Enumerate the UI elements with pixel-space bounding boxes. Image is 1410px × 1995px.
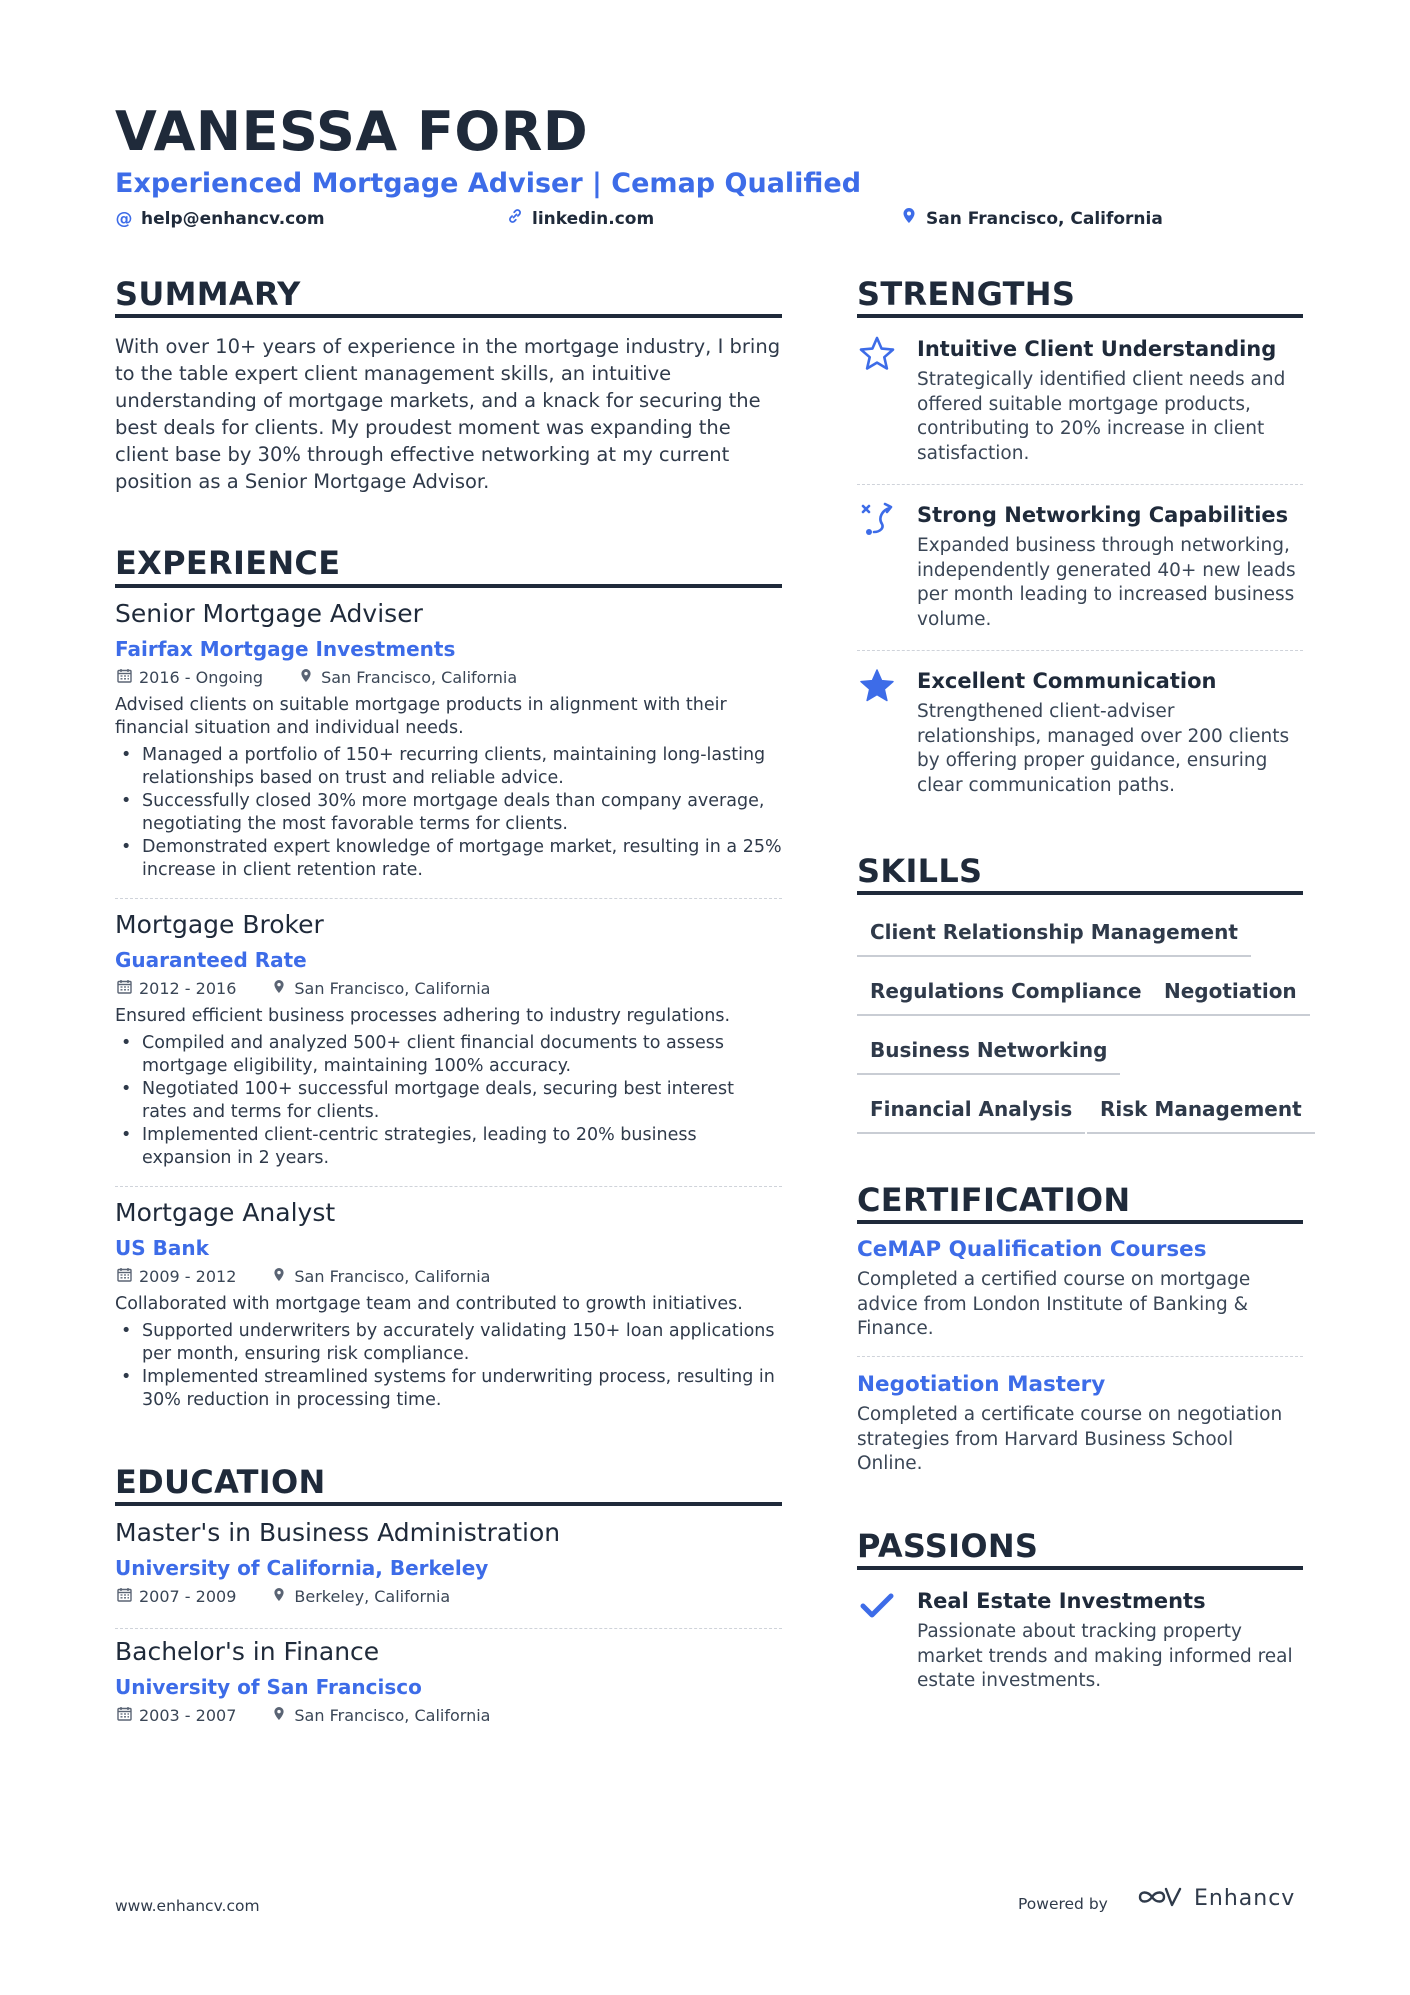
strength-title: Intuitive Client Understanding — [917, 337, 1277, 361]
strength-title: Strong Networking Capabilities — [917, 503, 1289, 527]
certification-divider — [857, 1220, 1303, 1224]
job-bullet: • Implemented streamlined systems for underwriting process, resulting in 30% reduction in processing time. — [115, 1366, 782, 1412]
skill-tag: Client Relationship Management — [857, 918, 1251, 957]
job-bullet: • Successfully closed 30% more mortgage deals than company average, negotiating the most favorable terms for clients. — [115, 790, 782, 836]
passion-item — [857, 1586, 1303, 1694]
experience-entry — [115, 1197, 782, 1412]
summary-heading: SUMMARY — [115, 275, 301, 313]
strengths-divider — [857, 314, 1303, 318]
powered-by-label: Powered by — [1018, 1895, 1108, 1913]
strength-divider — [857, 484, 1303, 485]
job-bullet: • Compiled and analyzed 500+ client financial documents to assess mortgage eligibility, maintaining 100% accuracy. — [115, 1032, 782, 1078]
skill-tag: Business Networking — [857, 1036, 1120, 1075]
linkedin-text: linkedin.com — [532, 209, 655, 229]
certification-item — [857, 1235, 1303, 1342]
strengths-heading: STRENGTHS — [857, 275, 1076, 313]
job-description: Advised clients on suitable mortgage products in alignment with their financial situation and individual needs. — [115, 695, 727, 738]
school-name[interactable]: University of California, Berkeley — [115, 1556, 489, 1580]
job-dates: 2009 - 2012 — [139, 1267, 237, 1286]
job-bullet: • Supported underwriters by accurately validating 150+ loan applications per month, ensuring risk compliance. — [115, 1320, 782, 1366]
entry-divider — [115, 898, 782, 899]
email-text: help@enhancv.com — [141, 209, 325, 229]
education-divider — [115, 1502, 782, 1506]
location-text: San Francisco, California — [926, 209, 1163, 229]
contact-linkedin[interactable] — [506, 207, 654, 231]
experience-entry — [115, 909, 782, 1170]
entry-divider — [115, 1186, 782, 1187]
job-bullet: • Managed a portfolio of 150+ recurring clients, maintaining long-lasting relationships based on trust and reliable advice. — [115, 744, 782, 790]
job-meta — [115, 1265, 782, 1289]
skill-tag: Risk Management — [1087, 1095, 1315, 1134]
education-location: San Francisco, California — [294, 1706, 491, 1725]
enhancv-logo-icon — [1136, 1884, 1184, 1914]
strength-divider — [857, 650, 1303, 651]
certification-description: Completed a certified course on mortgage advice from London Institute of Banking & Finance. — [857, 1269, 1251, 1339]
certification-item — [857, 1370, 1303, 1477]
job-bullets — [115, 744, 782, 882]
certification-heading: CERTIFICATION — [857, 1181, 1131, 1219]
at-sign-icon: @ — [115, 209, 133, 229]
job-location: San Francisco, California — [294, 979, 491, 998]
passion-description: Passionate about tracking property market trends and making informed real estate investments. — [917, 1621, 1293, 1691]
location-pin-icon — [900, 207, 918, 231]
brand-name: Enhancv — [1194, 1886, 1296, 1911]
education-meta — [115, 1585, 782, 1609]
experience-divider — [115, 584, 782, 588]
candidate-title: Experienced Mortgage Adviser | Cemap Qualified — [115, 168, 862, 199]
calendar-icon — [115, 1585, 133, 1609]
job-description: Ensured efficient business processes adhering to industry regulations. — [115, 1006, 731, 1026]
passions-divider — [857, 1566, 1303, 1570]
school-name[interactable]: University of San Francisco — [115, 1675, 422, 1699]
candidate-name: VANESSA FORD — [115, 100, 589, 163]
skills-heading: SKILLS — [857, 852, 983, 890]
contact-email[interactable] — [115, 207, 325, 231]
job-location: San Francisco, California — [294, 1267, 491, 1286]
job-bullet: • Negotiated 100+ successful mortgage deals, securing best interest rates and terms for clients. — [115, 1078, 782, 1124]
skill-tag: Regulations Compliance — [857, 977, 1155, 1016]
education-entry — [115, 1517, 782, 1609]
star-outline-icon — [857, 334, 897, 374]
skill-tag: Negotiation — [1151, 977, 1310, 1016]
contact-location — [900, 207, 1163, 231]
star-filled-icon — [857, 666, 897, 706]
location-pin-icon — [270, 977, 288, 1001]
skill-tag: Financial Analysis — [857, 1095, 1085, 1134]
strength-description: Strategically identified client needs and offered suitable mortgage products, contributing to 20% increase in client satisfaction. — [917, 369, 1286, 464]
education-heading: EDUCATION — [115, 1463, 326, 1501]
strength-item — [857, 334, 1303, 466]
job-bullet: • Demonstrated expert knowledge of mortgage market, resulting in a 25% increase in client retention rate. — [115, 836, 782, 882]
job-location: San Francisco, California — [321, 668, 518, 687]
strength-description: Strengthened client-adviser relationships, managed over 200 clients by offering proper guidance, ensuring clear communication paths. — [917, 701, 1290, 796]
certification-description: Completed a certificate course on negotiation strategies from Harvard Business School Online. — [857, 1404, 1283, 1474]
location-pin-icon — [297, 666, 315, 690]
job-role: Mortgage Analyst — [115, 1198, 336, 1227]
passions-heading: PASSIONS — [857, 1527, 1039, 1565]
experience-entry — [115, 598, 782, 882]
certification-title[interactable]: CeMAP Qualification Courses — [857, 1237, 1207, 1262]
education-meta — [115, 1704, 782, 1728]
job-dates: 2016 - Ongoing — [139, 668, 264, 687]
strength-title: Excellent Communication — [917, 669, 1217, 693]
education-dates: 2003 - 2007 — [139, 1706, 237, 1725]
calendar-icon — [115, 1265, 133, 1289]
calendar-icon — [115, 1704, 133, 1728]
company-name[interactable]: US Bank — [115, 1236, 209, 1260]
job-role: Mortgage Broker — [115, 910, 324, 939]
link-icon — [506, 207, 524, 231]
calendar-icon — [115, 977, 133, 1001]
education-entry — [115, 1636, 782, 1728]
degree-name: Bachelor's in Finance — [115, 1637, 380, 1666]
strength-item — [857, 666, 1303, 798]
network-path-icon — [857, 500, 897, 540]
footer-url[interactable]: www.enhancv.com — [115, 1897, 260, 1915]
certification-title[interactable]: Negotiation Mastery — [857, 1372, 1106, 1397]
skills-divider — [857, 891, 1303, 895]
certification-divider-dashed — [857, 1356, 1303, 1357]
summary-text: With over 10+ years of experience in the mortgage industry, I bring to the table expert client management skills, an intuitive understanding of mortgage markets, and a knack for securing the best deals for clients. My proudest moment was expanding the client base by 30% through effective networking at my current position as a Senior Mortgage Advisor. — [115, 335, 781, 493]
entry-divider — [115, 1628, 782, 1629]
job-dates: 2012 - 2016 — [139, 979, 237, 998]
job-meta — [115, 666, 782, 690]
job-bullets — [115, 1320, 782, 1412]
job-bullet: • Implemented client-centric strategies, leading to 20% business expansion in 2 years. — [115, 1124, 782, 1170]
degree-name: Master's in Business Administration — [115, 1518, 561, 1547]
brand-logo[interactable] — [1136, 1884, 1295, 1914]
education-location: Berkeley, California — [294, 1587, 451, 1606]
company-name[interactable]: Guaranteed Rate — [115, 948, 307, 972]
calendar-icon — [115, 666, 133, 690]
summary-divider — [115, 314, 782, 318]
education-dates: 2007 - 2009 — [139, 1587, 237, 1606]
experience-heading: EXPERIENCE — [115, 544, 341, 582]
location-pin-icon — [270, 1704, 288, 1728]
job-description: Collaborated with mortgage team and contributed to growth initiatives. — [115, 1294, 743, 1314]
strength-description: Expanded business through networking, independently generated 40+ new leads per month leading to increased business volume. — [917, 535, 1296, 630]
job-role: Senior Mortgage Adviser — [115, 599, 423, 628]
job-bullets — [115, 1032, 782, 1170]
passion-title: Real Estate Investments — [917, 1589, 1206, 1613]
location-pin-icon — [270, 1265, 288, 1289]
job-meta — [115, 977, 782, 1001]
location-pin-icon — [270, 1585, 288, 1609]
checkmark-icon — [857, 1586, 897, 1626]
strength-item — [857, 500, 1303, 632]
company-name[interactable]: Fairfax Mortgage Investments — [115, 637, 456, 661]
